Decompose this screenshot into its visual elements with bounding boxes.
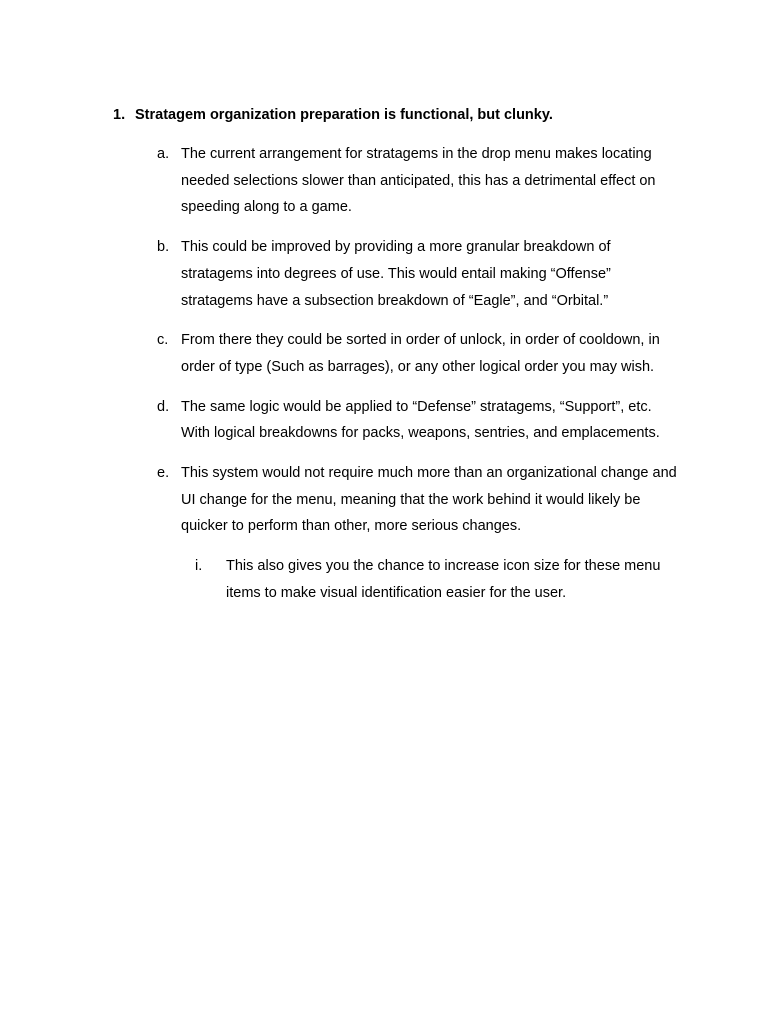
sub-item-marker: c. <box>157 332 169 349</box>
sub-item-c <box>157 327 687 380</box>
sub-item-text: This could be improved by providing a more granular breakdown of stratagems into degrees of use. This would entail making “Offense” stratagems have a subsection breakdown of “Eagle”, and “Orbital.” <box>181 239 611 309</box>
sub-item-a <box>157 141 687 221</box>
list-marker: 1. <box>113 107 126 123</box>
sub-item-d <box>157 394 687 447</box>
sub-item-text: This system would not require much more than an organizational change and UI change for the menu, meaning that the work behind it would likely be quicker to perform than other, more serious changes. <box>181 465 677 535</box>
sub-list <box>157 141 687 607</box>
list-item-heading: Stratagem organization preparation is functional, but clunky. <box>135 107 553 123</box>
sub-item-text: The same logic would be applied to “Defense” stratagems, “Support”, etc. With logical breakdowns for packs, weapons, sentries, and emplacements. <box>181 398 660 442</box>
list-item-1 <box>113 104 693 126</box>
sub-item-marker: a. <box>157 146 170 162</box>
sub-item-marker: d. <box>157 398 170 415</box>
sub-item-e <box>157 460 687 540</box>
sub-item-b <box>157 234 687 314</box>
sub-item-marker: b. <box>157 239 170 256</box>
sub-item-text: The current arrangement for stratagems in the drop menu makes locating needed selections slower than anticipated, this has a detrimental effect on speeding along to a game. <box>181 146 656 216</box>
sub-item-marker: e. <box>157 465 170 482</box>
sub-item-text: From there they could be sorted in order of unlock, in order of cooldown, in order of type (Such as barrages), or any other logical order you may wish. <box>181 332 660 375</box>
sub-sub-item-marker: i. <box>195 558 203 575</box>
sub-sub-item-text: This also gives you the chance to increase icon size for these menu items to make visual identification easier for the user. <box>226 558 661 601</box>
sub-sub-item-i <box>195 553 687 606</box>
